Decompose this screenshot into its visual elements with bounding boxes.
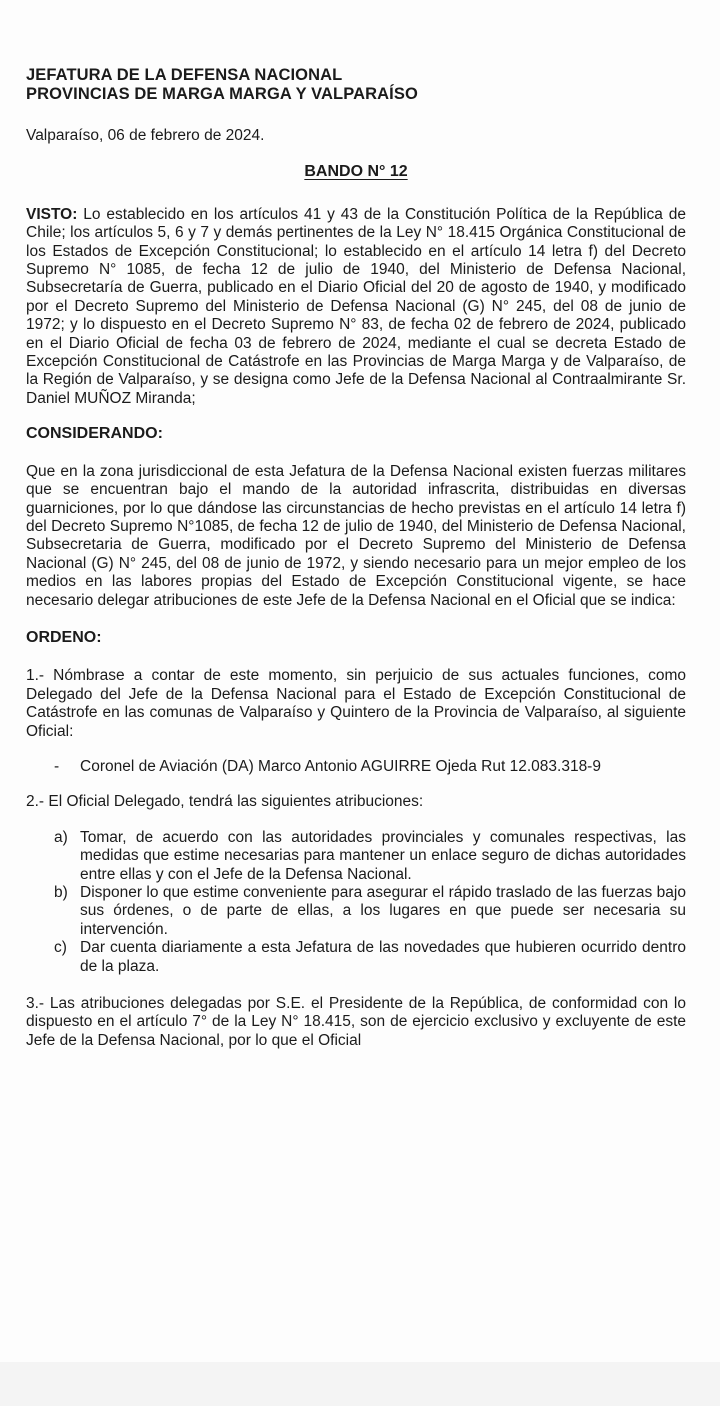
bullet-dash: - xyxy=(54,757,60,775)
considerando-title: CONSIDERANDO: xyxy=(26,425,163,443)
list-item-text: Dar cuenta diariamente a esta Jefatura de las novedades que hubieren ocurrido dentro de la plaza. xyxy=(80,939,686,975)
ordeno-item-3: 3.- Las atribuciones delegadas por S.E. el Presidente de la República, de conformidad con lo dispuesto en el artículo 7° de la Ley N° 18.415, son de ejercicio exclusivo y excluyente de este Jefe de la Defensa Nacional, por lo que el Oficial xyxy=(26,995,686,1049)
attributions-list xyxy=(26,829,686,976)
list-item-letter: b) xyxy=(54,884,68,901)
list-item xyxy=(54,829,686,884)
document-title xyxy=(26,163,686,181)
document-title-text: BANDO N° 12 xyxy=(304,163,408,181)
officer-name: Coronel de Aviación (DA) Marco Antonio AGUIRRE Ojeda Rut 12.083.318-9 xyxy=(80,757,601,775)
considerando-paragraph: Que en la zona jurisdiccional de esta Jefatura de la Defensa Nacional existen fuerzas militares que se encuentran bajo el mando de la autoridad infrascrita, distribuidas en diversas guarniciones, por lo que dándose las circunstancias de hecho previstas en el artículo 14 letra f) del Decreto Supremo N°1085, de fecha 12 de julio de 1940, del Ministerio de Defensa Nacional, Subsecretaria de Guerra, modificado por el Decreto Supremo del Ministerio de Defensa Nacional (G) N° 245, del 08 de junio de 1972, y siendo necesario para un mejor empleo de los medios en las labores propias del Estado de Excepción Constitucional vigente, se hace necesario delegar atribuciones de este Jefe de la Defensa Nacional en el Oficial que se indica: xyxy=(26,462,686,609)
list-item-letter: c) xyxy=(54,939,67,957)
list-item-text: Disponer lo que estime conveniente para asegurar el rápido traslado de las fuerzas bajo sus órdenes, o de parte de ellas, a los lugares en que puede ser necesaria su intervención. xyxy=(80,884,686,938)
list-item xyxy=(54,884,686,939)
header-line-2: PROVINCIAS DE MARGA MARGA Y VALPARAÍSO xyxy=(26,85,418,103)
visto-label: VISTO: xyxy=(26,205,78,223)
visto-paragraph xyxy=(26,206,686,408)
list-item xyxy=(54,939,686,976)
ordeno-item-2: 2.- El Oficial Delegado, tendrá las siguientes atribuciones: xyxy=(26,793,424,811)
dateline: Valparaíso, 06 de febrero de 2024. xyxy=(26,127,265,144)
bottom-strip xyxy=(0,1362,720,1406)
visto-text: Lo establecido en los artículos 41 y 43 de la Constitución Política de la República de Chile; los artículos 5, 6 y 7 y demás pertinentes de la Ley N° 18.415 Orgánica Constitucional de los Estados de Excepción Constitucional; lo establecido en el artículo 14 letra f) del Decreto Supremo N° 1085, de fecha 12 de julio de 1940, del Ministerio de Defensa Nacional, Subsecretaría de Guerra, publicado en el Diario Oficial del 20 de agosto de 1940, y modificado por el Decreto Supremo del Ministerio de Defensa Nacional (G) N° 245, del 08 de junio de 1972; y lo dispuesto en el Decreto Supremo N° 83, de fecha 02 de febrero de 2024, publicado en el Diario Oficial de fecha 03 de febrero de 2024, mediante el cual se decreta Estado de Excepción Constitucional de Catástrofe en las Provincias de Marga Marga y de Valparaíso, de la Región de Valparaíso, y se designa como Jefe de la Defensa Nacional al Contraalmirante Sr. Daniel MUÑOZ Miranda; xyxy=(26,205,686,407)
header-line-1: JEFATURA DE LA DEFENSA NACIONAL xyxy=(26,66,343,84)
document-content xyxy=(26,66,686,1050)
officer-bullet xyxy=(26,758,686,776)
ordeno-title: ORDENO: xyxy=(26,628,102,646)
ordeno-item-1: 1.- Nómbrase a contar de este momento, sin perjuicio de sus actuales funciones, como Delegado del Jefe de la Defensa Nacional para el Estado de Excepción Constitucional de Catástrofe en las comunas de Valparaíso y Quintero de la Provincia de Valparaíso, al siguiente Oficial: xyxy=(26,667,686,740)
list-item-letter: a) xyxy=(54,828,68,846)
list-item-text: Tomar, de acuerdo con las autoridades provinciales y comunales respectivas, las medidas que estime necesarias para mantener un enlace seguro de dichas autoridades entre ellas y con el Jefe de la Defensa Nacional. xyxy=(80,828,686,883)
